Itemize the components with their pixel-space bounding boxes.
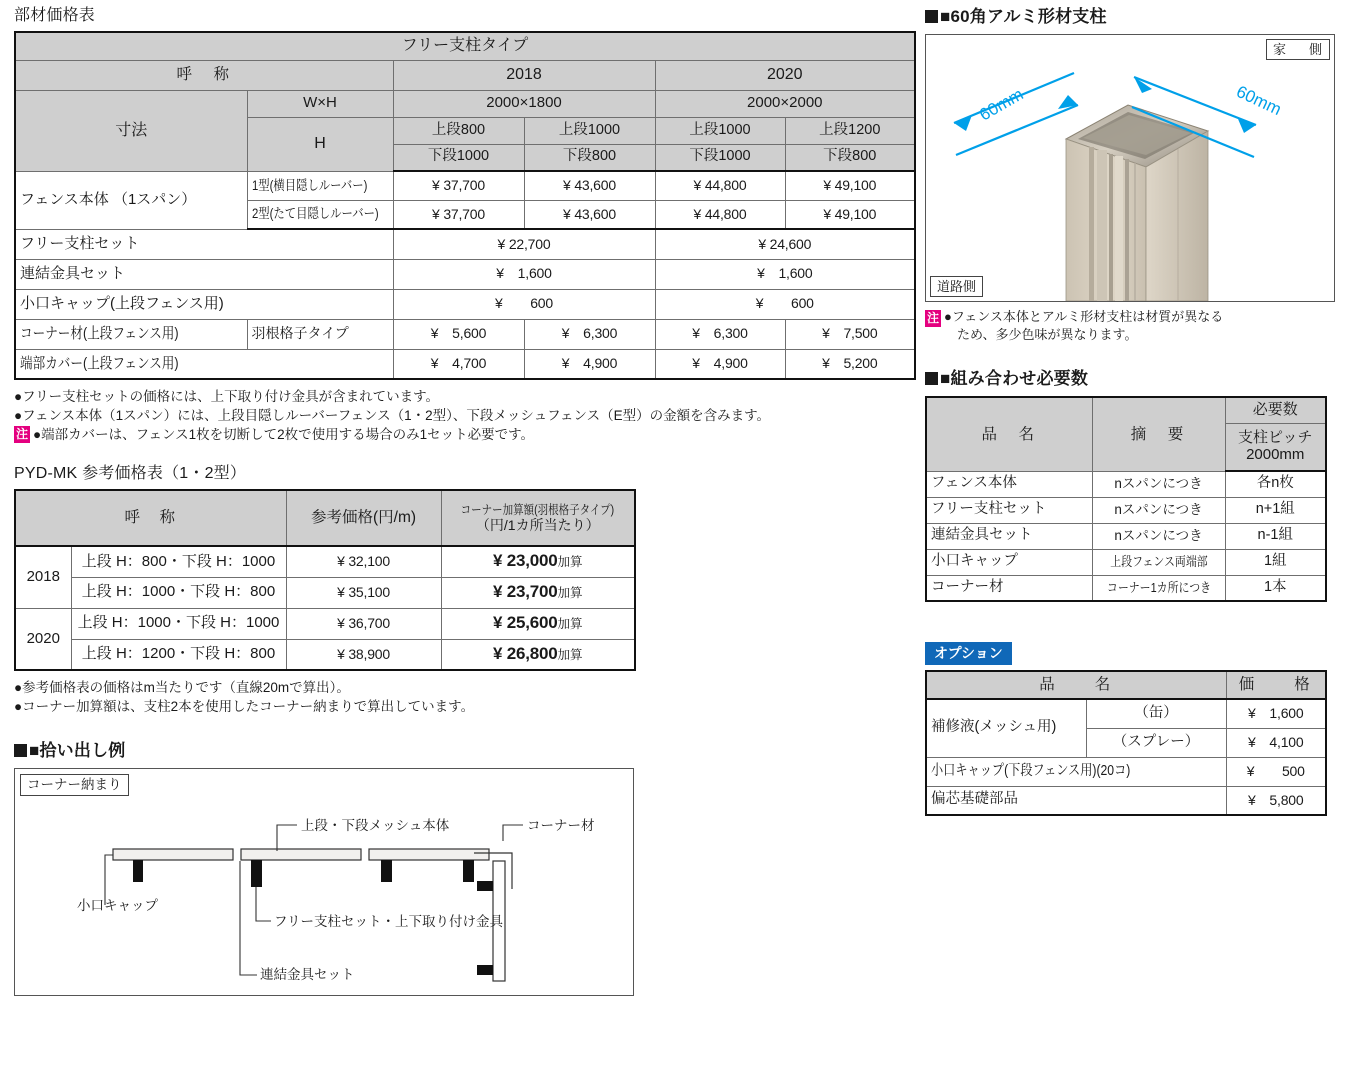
table-row — [926, 786, 1326, 815]
ref-corner-3-value: ¥ 25,600 — [492, 613, 558, 633]
h-upper-2: 上段1000 — [524, 117, 655, 144]
combo-header-pitch-line1: 支柱ピッチ — [1238, 429, 1313, 447]
options-name-1: 補修液(メッシュ用) — [926, 699, 1086, 757]
combo-name-5: コーナー材 — [926, 575, 1092, 601]
ref-corner-2 — [441, 577, 635, 608]
ref-header-corner-line1: コーナー加算額(羽根格子タイプ) — [461, 503, 615, 518]
note-2: ●フェンス本体（1スパン）には、上段目隠しルーバーフェンス（1・2型）、下段メッシュフェンス（E型）の金額を含みます。 — [14, 408, 770, 423]
table-row — [926, 757, 1326, 786]
corner-label: コーナー材(上段フェンス用) — [20, 324, 179, 342]
h-upper-4: 上段1200 — [785, 117, 915, 144]
ref-corner-4-value: ¥ 26,800 — [492, 643, 558, 663]
combo-qty-5: 1本 — [1225, 575, 1326, 601]
cap-price-2018: ¥ 600 — [393, 289, 655, 319]
ref-spec-1: 上段 H：800・下段 H：1000 — [71, 546, 286, 577]
ref-corner-1 — [441, 546, 635, 577]
endcover-price-3: ¥ 4,900 — [655, 349, 785, 379]
square-bullet-icon — [925, 10, 938, 23]
note-1: ●フリー支柱セットの価格には、上下取り付け金具が含まれています。 — [14, 389, 440, 404]
combo-qty-2: n+1組 — [1225, 497, 1326, 523]
ref-corner-1-suffix: 加算 — [557, 555, 583, 570]
table-row-group-header — [15, 32, 915, 60]
pickup-label-cap: 小口キャップ — [77, 898, 158, 913]
type2-price-1: ¥ 37,700 — [393, 200, 524, 229]
table-row-ref-header — [15, 490, 635, 546]
combo-summary-4: 上段フェンス両端部 — [1109, 554, 1208, 570]
free-post-price-2020: ¥ 24,600 — [655, 229, 915, 259]
table-row — [926, 549, 1326, 575]
ref-spec-4: 上段 H：1200・下段 H：800 — [71, 639, 286, 670]
note-3: ●端部カバーは、フェンス1枚を切断して2枚で使用する場合のみ1セット必要です。 — [33, 427, 535, 442]
dimension-label-left: 60mm — [976, 84, 1027, 125]
parts-table-title: 部材価格表 — [14, 7, 96, 24]
cap-label: 小口キャップ(上段フェンス用) — [15, 289, 393, 319]
pickup-label-free-post-set: フリー支柱セット・上下取り付け金具 — [274, 914, 503, 929]
table-row-free-post — [15, 229, 915, 259]
fence-body-label: フェンス本体 （1スパン） — [15, 171, 247, 229]
header-model-2020: 2020 — [655, 60, 915, 90]
joint-label: 連結金具セット — [15, 259, 393, 289]
options-name-3: 小口キャップ(下段フェンス用)(20コ) — [931, 763, 1131, 780]
h-label: H — [247, 117, 393, 171]
tag-road-side: 道路側 — [930, 276, 983, 297]
cap-price-2020: ¥ 600 — [655, 289, 915, 319]
table-row — [926, 471, 1326, 497]
options-section — [925, 642, 1335, 816]
combo-qty-3: n-1組 — [1225, 523, 1326, 549]
endcover-label: 端部カバー(上段フェンス用) — [20, 354, 179, 372]
combo-header-qty: 必要数 — [1225, 397, 1326, 423]
pickup-label-joint-set: 連結金具セット — [260, 967, 355, 982]
free-post-label: フリー支柱セット — [15, 229, 393, 259]
corner-price-1: ¥ 5,600 — [393, 319, 524, 349]
parts-table-notes — [14, 387, 914, 444]
h-lower-1: 下段1000 — [393, 144, 524, 171]
table-row-model — [15, 60, 915, 90]
combination-table — [925, 396, 1327, 602]
ref-corner-2-suffix: 加算 — [557, 586, 583, 601]
wxh-label: W×H — [247, 90, 393, 117]
combo-header-name: 品 名 — [926, 397, 1092, 471]
combo-name-2: フリー支柱セット — [926, 497, 1092, 523]
ref-model-2018: 2018 — [15, 546, 71, 608]
joint-price-2020: ¥ 1,600 — [655, 259, 915, 289]
table-row-endcover — [15, 349, 915, 379]
header-name: 呼 称 — [15, 60, 393, 90]
endcover-price-4: ¥ 5,200 — [785, 349, 915, 379]
table-row-cap — [15, 289, 915, 319]
post-section-title — [925, 6, 1335, 28]
table-row — [926, 497, 1326, 523]
combo-name-4: 小口キャップ — [926, 549, 1092, 575]
ref-note-2: ●コーナー加算額は、支柱2本を使用したコーナー納まりで算出しています。 — [14, 699, 475, 714]
corner-price-4: ¥ 7,500 — [785, 319, 915, 349]
table-row-joint — [15, 259, 915, 289]
left-column — [14, 0, 914, 996]
dim-label: 寸法 — [15, 90, 247, 171]
square-bullet-icon — [925, 372, 938, 385]
post-svg — [926, 35, 1334, 301]
post-note-line2: ため、多少色味が異なります。 — [957, 327, 1138, 342]
options-price-2: ¥ 4,100 — [1226, 728, 1326, 757]
combo-section-title-text: ■組み合わせ必要数 — [940, 369, 1089, 388]
options-table — [925, 670, 1327, 816]
combo-qty-4: 1組 — [1225, 549, 1326, 575]
combo-summary-3: nスパンにつき — [1092, 523, 1225, 549]
table-row-type1 — [15, 171, 915, 200]
options-badge: オプション — [925, 642, 1012, 665]
pickup-corner-tag: コーナー納まり — [20, 774, 129, 796]
options-price-4: ¥ 5,800 — [1226, 786, 1326, 815]
table-row-corner — [15, 319, 915, 349]
combo-name-3: 連結金具セット — [926, 523, 1092, 549]
h-lower-3: 下段1000 — [655, 144, 785, 171]
type2-price-3: ¥ 44,800 — [655, 200, 785, 229]
endcover-price-1: ¥ 4,700 — [393, 349, 524, 379]
pickup-label-mesh-body: 上段・下段メッシュ本体 — [301, 818, 450, 833]
tag-house-side: 家 側 — [1266, 39, 1330, 60]
ref-price-1: ¥ 32,100 — [286, 546, 441, 577]
ref-header-corner — [441, 490, 635, 546]
ref-spec-2: 上段 H：1000・下段 H：800 — [71, 577, 286, 608]
ref-corner-3-suffix: 加算 — [557, 617, 583, 632]
post-note — [925, 308, 1335, 344]
combo-name-1: フェンス本体 — [926, 471, 1092, 497]
combo-header-pitch — [1225, 423, 1326, 471]
ref-model-2020: 2020 — [15, 608, 71, 670]
ref-price-4: ¥ 38,900 — [286, 639, 441, 670]
note-3-wrapper — [14, 425, 914, 444]
ref-header-name: 呼 称 — [15, 490, 286, 546]
combo-section-title — [925, 368, 1335, 390]
type2-price-4: ¥ 49,100 — [785, 200, 915, 229]
table-row-wxh — [15, 90, 915, 117]
type1-label: 1型(横目隠しルーバー) — [251, 177, 367, 193]
square-bullet-icon — [14, 744, 27, 757]
options-header-price: 価 格 — [1226, 671, 1326, 699]
post-note-line1: ●フェンス本体とアルミ形材支柱は材質が異なる — [944, 309, 1224, 324]
post-illustration — [925, 34, 1335, 302]
ref-corner-4-suffix: 加算 — [557, 647, 583, 662]
options-price-3: ¥ 500 — [1226, 757, 1326, 786]
endcover-price-2: ¥ 4,900 — [524, 349, 655, 379]
ref-corner-2-value: ¥ 23,700 — [492, 582, 558, 602]
group-header-free-post: フリー支柱タイプ — [15, 32, 915, 60]
wxh-value-2020: 2000×2000 — [655, 90, 915, 117]
dimension-label-right: 60mm — [1233, 81, 1285, 120]
h-lower-2: 下段800 — [524, 144, 655, 171]
combo-summary-2: nスパンにつき — [1092, 497, 1225, 523]
combo-summary-5: コーナー1カ所につき — [1106, 580, 1211, 596]
right-column — [925, 0, 1335, 816]
type2-label: 2型(たて目隠しルーバー) — [251, 206, 379, 222]
ref-price-2: ¥ 35,100 — [286, 577, 441, 608]
table-row — [15, 577, 635, 608]
corner-price-3: ¥ 6,300 — [655, 319, 785, 349]
parts-price-table — [14, 31, 916, 380]
table-row — [15, 546, 635, 577]
h-upper-1: 上段800 — [393, 117, 524, 144]
reference-price-table — [14, 489, 636, 671]
post-section-title-text: ■60角アルミ形材支柱 — [940, 7, 1107, 26]
chu-badge-icon: 注 — [16, 427, 29, 441]
free-post-price-2018: ¥ 22,700 — [393, 229, 655, 259]
table-row-combo-qty-header — [926, 397, 1326, 423]
ref-note-1: ●参考価格表の価格はm当たりです（直線20mで算出）。 — [14, 680, 350, 695]
combo-header-summary: 摘 要 — [1092, 397, 1225, 471]
h-upper-3: 上段1000 — [655, 117, 785, 144]
table-row — [926, 699, 1326, 728]
ref-corner-3 — [441, 608, 635, 639]
corner-price-2: ¥ 6,300 — [524, 319, 655, 349]
ref-table-notes — [14, 678, 914, 716]
ref-corner-1-value: ¥ 23,000 — [492, 551, 558, 571]
type1-price-1: ¥ 37,700 — [393, 171, 524, 200]
type2-price-2: ¥ 43,600 — [524, 200, 655, 229]
type1-price-4: ¥ 49,100 — [785, 171, 915, 200]
ref-spec-3: 上段 H：1000・下段 H：1000 — [71, 608, 286, 639]
options-sub-1: （缶） — [1086, 699, 1226, 728]
pickup-label-corner-material: コーナー材 — [527, 818, 595, 833]
combo-summary-1: nスパンにつき — [1092, 471, 1225, 497]
wxh-value-2018: 2000×1800 — [393, 90, 655, 117]
pickup-title — [14, 740, 914, 762]
h-lower-4: 下段800 — [785, 144, 915, 171]
ref-price-3: ¥ 36,700 — [286, 608, 441, 639]
chu-badge-icon: 注 — [927, 311, 940, 325]
options-name-4: 偏芯基礎部品 — [926, 786, 1226, 815]
pickup-title-text: ■拾い出し例 — [29, 741, 126, 760]
table-row — [926, 575, 1326, 601]
options-sub-2: （スプレー） — [1086, 728, 1226, 757]
options-header-name: 品 名 — [926, 671, 1226, 699]
ref-header-price: 参考価格(円/m) — [286, 490, 441, 546]
options-price-1: ¥ 1,600 — [1226, 699, 1326, 728]
ref-table-title: PYD-MK 参考価格表（1・2型） — [14, 465, 247, 482]
ref-header-corner-line2: （円/1カ所当たり） — [475, 517, 600, 534]
table-row-options-header — [926, 671, 1326, 699]
header-model-2018: 2018 — [393, 60, 655, 90]
type1-price-2: ¥ 43,600 — [524, 171, 655, 200]
ref-corner-4 — [441, 639, 635, 670]
combo-qty-1: 各n枚 — [1225, 471, 1326, 497]
corner-sub-label: 羽根格子タイプ — [247, 319, 393, 349]
table-row — [15, 639, 635, 670]
table-row — [15, 608, 635, 639]
joint-price-2018: ¥ 1,600 — [393, 259, 655, 289]
combo-header-pitch-line2: 2000mm — [1246, 445, 1305, 463]
table-row — [926, 523, 1326, 549]
pickup-diagram-svg — [15, 769, 635, 997]
pickup-diagram — [14, 768, 634, 996]
type1-price-3: ¥ 44,800 — [655, 171, 785, 200]
